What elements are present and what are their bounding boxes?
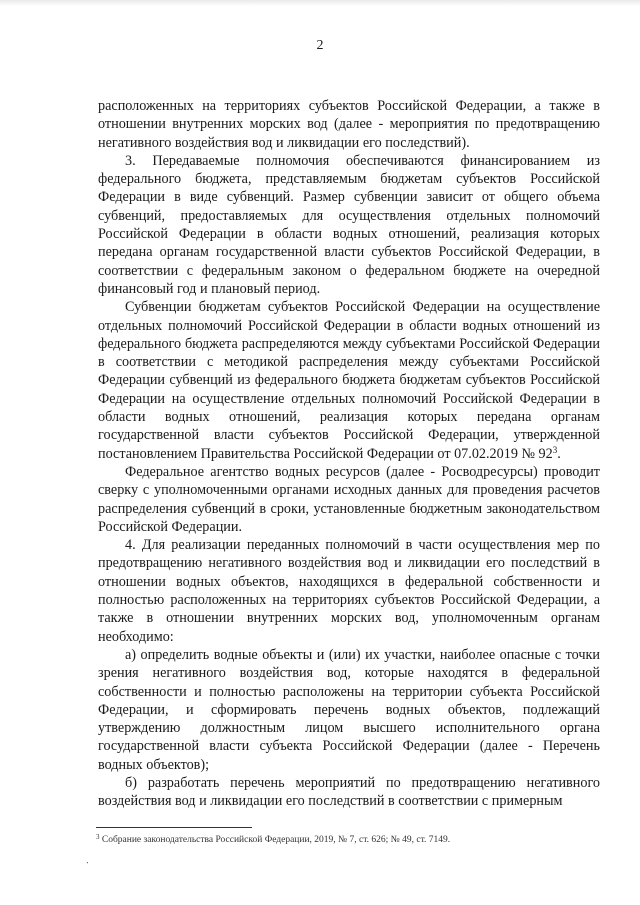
footnote-text: Собрание законодательства Российской Федерации, 2019, № 7, ст. 626; № 49, ст. 7149. (101, 835, 451, 845)
paragraph-rosvodresursy: Федеральное агентство водных ресурсов (далее - Росводресурсы) проводит сверку с уполномоченными органами исходных данных для проведения расчетов распределения субвенций в сроки, установленные бюджетным законодательством Российской Федерации. (98, 463, 600, 535)
paragraph-subitem-a: а) определить водные объекты и (или) их участки, наиболее опасные с точки зрения негативного воздействия вод, которые находятся в федеральной собственности и полностью расположены на территории субъекта Российской Федерации, и сформировать перечень водных объектов, подлежащий утверждению должностным лицом высшего исполнительного органа государственной власти субъекта Российской Федерации (далее - Перечень водных объектов); (98, 646, 600, 773)
footnote (96, 834, 616, 846)
scan-edge-shadow (0, 0, 640, 6)
footnote-divider (96, 827, 252, 828)
paragraph-subventions (98, 298, 600, 463)
page-number: 2 (316, 38, 324, 53)
paragraph-item-4: 4. Для реализации переданных полномочий в части осуществления мер по предотвращению негативного воздействия вод и ликвидации его последствий в отношении водных объектов, находящихся в федеральной собственности и полностью расположенных на территориях субъектов Российской Федерации, а также в отношении внутренних морских вод, уполномоченным органам необходимо: (98, 537, 600, 645)
paragraph-subitem-b: б) разработать перечень мероприятий по предотвращению негативного воздействия вод и ликвидации его последствий в соответствии с примерным (98, 774, 600, 810)
paragraph-continuation: расположенных на территориях субъектов Российской Федерации, а также в отношении внутренних морских вод (далее - мероприятия по предотвращению негативного воздействия вод и ликвидации его последствий). (98, 98, 600, 151)
pen-mark: · (84, 857, 92, 870)
document-body (98, 97, 600, 811)
footnote-number: 3 (96, 833, 100, 841)
footnote-reference: 3 (552, 444, 558, 455)
paragraph-subventions-end: . (557, 445, 561, 462)
paragraph-item-3: 3. Передаваемые полномочия обеспечиваются финансированием из федерального бюджета, представляемым бюджетам субъектов Российской Федерации в виде субвенций. Размер субвенции зависит от общего объема субвенций, предоставляемых для осуществления отдельных полномочий Российской Федерации в области водных отношений, реализация которых передана органам государственной власти субъектов Российской Федерации, в соответствии с федеральным законом о федеральном бюджете на очередной финансовый год и плановый период. (98, 152, 600, 297)
paragraph-subventions-text: Субвенции бюджетам субъектов Российской Федерации на осуществление отдельных полномочий Российской Федерации в области водных отношений из федерального бюджета распределяются между субъектами Российской Федерации в соответствии с методикой распределения между субъектами Российской Федерации субвенций из федерального бюджета бюджетам субъектов Российской Федерации на осуществление отдельных полномочий Российской Федерации в области водных отношений, реализация которых передана органам государственной власти субъектов Российской Федерации, утвержденной постановлением Правительства Российской Федерации от 07.02.2019 № 92 (98, 299, 600, 462)
